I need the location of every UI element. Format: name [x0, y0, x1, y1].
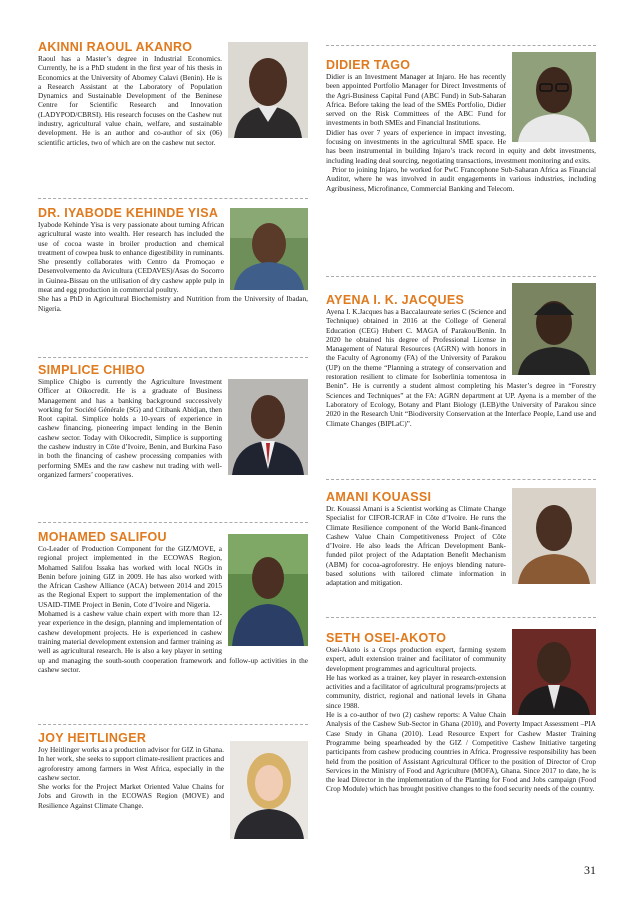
portrait-akanro-icon — [228, 42, 308, 138]
divider — [38, 198, 308, 199]
bio-paragraph: Joy Heitlinger works as a production advisor for GIZ in Ghana. In her work, she seeks to support climate-resilient practices and agroforestry among farmers in West Africa, especially in the cashew sector. — [38, 745, 224, 782]
bio-paragraph: Raoul has a Master’s degree in Industrial Economics. Currently, he is a PhD student in the first year of his thesis in Economics at the University of Abomey Calavi (Benin). He is a Research Assistant at the Laboratory of Population Dynamics and Sustainable Development of the Beninese Centre for Scientific Research and Innovation (LADYPOD/CBRSI). His research focuses on the Cashew nut industry, agricultural value chain, welfare, and sustainable development. He is an author and co-author of six (06) scientific articles, two of which are on the cashew nut sector. — [38, 54, 222, 147]
bio-paragraph: She works for the Project Market Oriented Value Chains for Jobs and Growth in the ECOWAS Region (MOVE) and Resilience Against Climate Change. — [38, 782, 224, 810]
bio-paragraph: She has a PhD in Agricultural Biochemistry and Nutrition from the University of Ibadan, Nigeria. — [38, 294, 308, 313]
bio-name: MOHAMED SALIFOU — [38, 530, 167, 544]
bio-paragraph: Dr. Kouassi Amani is a Scientist working as Climate Change Specialist for CIFOR-ICRAF in Côte d’Ivoire. He runs the Climate Resilience component of the World Bank-financed Cashew Value Chain Competitiveness Project of Côte d’Ivoire. He also leads the African Development Bank-funded pilot project of the Adaptation Benefit Mechanism (ABM) for cocoa-agroforestry. He enjoys blending nature-based solutions with tailored climate information in adaptation and mitigation. — [326, 504, 506, 588]
portrait-tago-icon — [512, 52, 596, 142]
bio-akanro — [38, 40, 308, 147]
bio-name: SIMPLICE CHIBO — [38, 363, 145, 377]
bio-kouassi — [326, 490, 596, 588]
bio-jacques — [326, 293, 596, 428]
bio-paragraph: Prior to joining Injaro, he worked for PwC Francophone Sub-Saharan Africa as Financial Auditor, where he was involved in audit engagements in various industries, including Agribusiness, Microfinance, Commercial Banking and Telecom. — [326, 164, 596, 193]
portrait-chibo-icon — [228, 379, 308, 475]
bio-paragraph: Simplice Chigbo is currently the Agriculture Investment Officer at Oikocredit. He is a graduate of Business Management and has a banking background successively working for Société Générale (SG) and Citibank Abidjan, then Root capital. Simplice holds a 10-years of experience in cashew financing, pioneering impact lending in the Benin cashew sector. Today with Oikocredit, Simplice is supporting the cashew industry in Côte d’Ivoire, Benin, and Burkina Faso in both the financing of cashew processing companies with performing SMEs and the raw cashew nut trading with well-organized farmers’ cooperatives. — [38, 377, 222, 479]
portrait-heitlinger-icon — [230, 741, 308, 839]
bio-paragraph: Didier has over 7 years of experience in impact investing, focusing on investments in the agricultural SME space. He has been instrumental in building Injaro’s track record in equity and debt investments, including leading deal sourcing, negotiating transactions, investment monitoring and exits. — [326, 127, 596, 165]
bio-name: AMANI KOUASSI — [326, 490, 432, 504]
portrait-jacques-icon — [512, 283, 596, 375]
divider — [38, 357, 308, 358]
bio-name: JOY HEITLINGER — [38, 731, 147, 745]
divider — [38, 522, 308, 523]
bio-name: AKINNI RAOUL AKANRO — [38, 40, 193, 54]
bio-paragraph: Co-Leader of Production Component for the GIZ/MOVE, a regional project implemented in the ECOWAS Region, Mohamed Salifou Issaka has worked with local NGOs in Benin before joining GIZ in 2009. He has also worked with the African Cashew Alliance (ACA) between 2014 and 2015 as the Regional Expert to support the implementation of the USAID-TIME Project in Benin, Cote d’Ivoire and Nigeria. — [38, 544, 222, 609]
bio-chibo — [38, 363, 308, 479]
bio-salifou — [38, 530, 308, 674]
portrait-photo — [230, 208, 308, 290]
divider — [326, 479, 596, 480]
portrait-photo — [228, 534, 308, 646]
bio-paragraph: Iyabode Kehinde Yisa is very passionate about turning African agricultural waste into wealth. Her research has included the use of cocoa waste in broiler production and chemical treatment of cowpea husk to enhance digestibility in ruminants. She presently collaborates with Centro da Promoçao e Desenvolvemento da Avicultura (CEDAVES)/Asas do Socorro in Guinea-Bissau on the utilisation of dry cashew apple pulp in meat and egg production in commercial poultry. — [38, 220, 224, 295]
bio-paragraph: Didier is an Investment Manager at Injaro. He has recently been appointed Portfolio Manager for Direct Investments of the Agri-Business Capital Fund (ABC Fund) in Sub-Saharan Africa. Before taking the lead of the SMEs Portfolio, Didier served on the Risk Committees of the ABC Fund for investments in both SMEs and Financial Institutions. — [326, 72, 506, 128]
bio-yisa — [38, 206, 308, 313]
bio-heitlinger — [38, 731, 308, 841]
divider — [326, 617, 596, 618]
portrait-oseiakoto-icon — [512, 629, 596, 715]
bio-paragraph: Ayena I. K.Jacques has a Baccalaureate series C (Science and Technique) obtained in 2016 at the College of General Education (CEG) Hubert C. MAGA of Parakou/Benin. In 2020 he obtained his degree of Professional License in Management of Natural Resources (AGRN) with honors in the Faculty of Agronomy (FA) of the University of Parakou (UP) on the theme “Planning a strategy of conservation and restoration resilient to climate for Isoberlinia tomentosa in Benin”. He is currently a student almost completing his Master’s degree in “Forestry Sciences and Techniques” at the FA: AGRN department at UP. Ayena is a member of the Laboratory of Ecology, Botany and Plant Biology (LEB)/the University of Parakou since 2020 in the Research Unit “Biodiversity Conservation at the Interface People, Land use and Climate Changes (BIPLaC)”. — [326, 307, 596, 428]
portrait-salifou-icon — [228, 534, 308, 646]
bio-paragraph: Mohamed is a cashew value chain expert with more than 12-year experience in the design, planning and implementation of cashew development projects. He is experienced in cashew training material development extension and farmer training as well as agricultural research. He is also a key player in setting up and managing the south-south cooperation framework and follow-up activities in the cashew sector. — [38, 609, 308, 674]
bio-paragraph: He has worked as a trainer, key player in research-extension activities and a facilitator of agricultural programs/projects at community, district, regional and national levels in Ghana since 1988. — [326, 672, 506, 710]
portrait-photo — [228, 42, 308, 138]
divider — [326, 276, 596, 277]
divider — [38, 724, 308, 725]
portrait-kouassi-icon — [512, 488, 596, 584]
bio-name: AYENA I. K. JACQUES — [326, 293, 465, 307]
portrait-photo — [230, 741, 308, 839]
portrait-photo — [512, 52, 596, 142]
bio-oseiakoto — [326, 631, 596, 794]
portrait-photo — [512, 488, 596, 584]
portrait-yisa-icon — [230, 208, 308, 290]
bio-name: DIDIER TAGO — [326, 58, 411, 72]
portrait-photo — [512, 283, 596, 375]
bio-name: DR. IYABODE KEHINDE YISA — [38, 206, 219, 220]
bio-paragraph: He is a co-author of two (2) cashew reports: A Value Chain Analysis of the Cashew Sub-Sector in Ghana (2010), and Poverty Impact Assessment –PIA Case Study in Ghana (2010). Lead Resource Expert for Cashew Master Training Programme being spearheaded by the GIZ / Competitive Cashew Initiative targeting participants from cashew producing countries in Africa. Progressive responsibility has been held from the position of Assistant Agricultural Officer to the position of Director of Crop Services in the Ministry of Food and Agriculture (MOFA), Ghana. Since 2017 to date, he is the lead Director in the implementation of the Planting for Food and Jobs campaign (Food Crop Module) which has brought positive changes to the food security needs of the country. — [326, 710, 596, 794]
divider — [326, 45, 596, 46]
portrait-photo — [512, 629, 596, 715]
bio-name: SETH OSEI-AKOTO — [326, 631, 447, 645]
page-number: 31 — [584, 863, 596, 877]
portrait-photo — [228, 379, 308, 475]
bio-paragraph: Osei-Akoto is a Crops production expert, farming system expert, adult extension trainer and facilitator of community development programmes and agricultural projects. — [326, 645, 506, 673]
bio-tago — [326, 58, 596, 193]
